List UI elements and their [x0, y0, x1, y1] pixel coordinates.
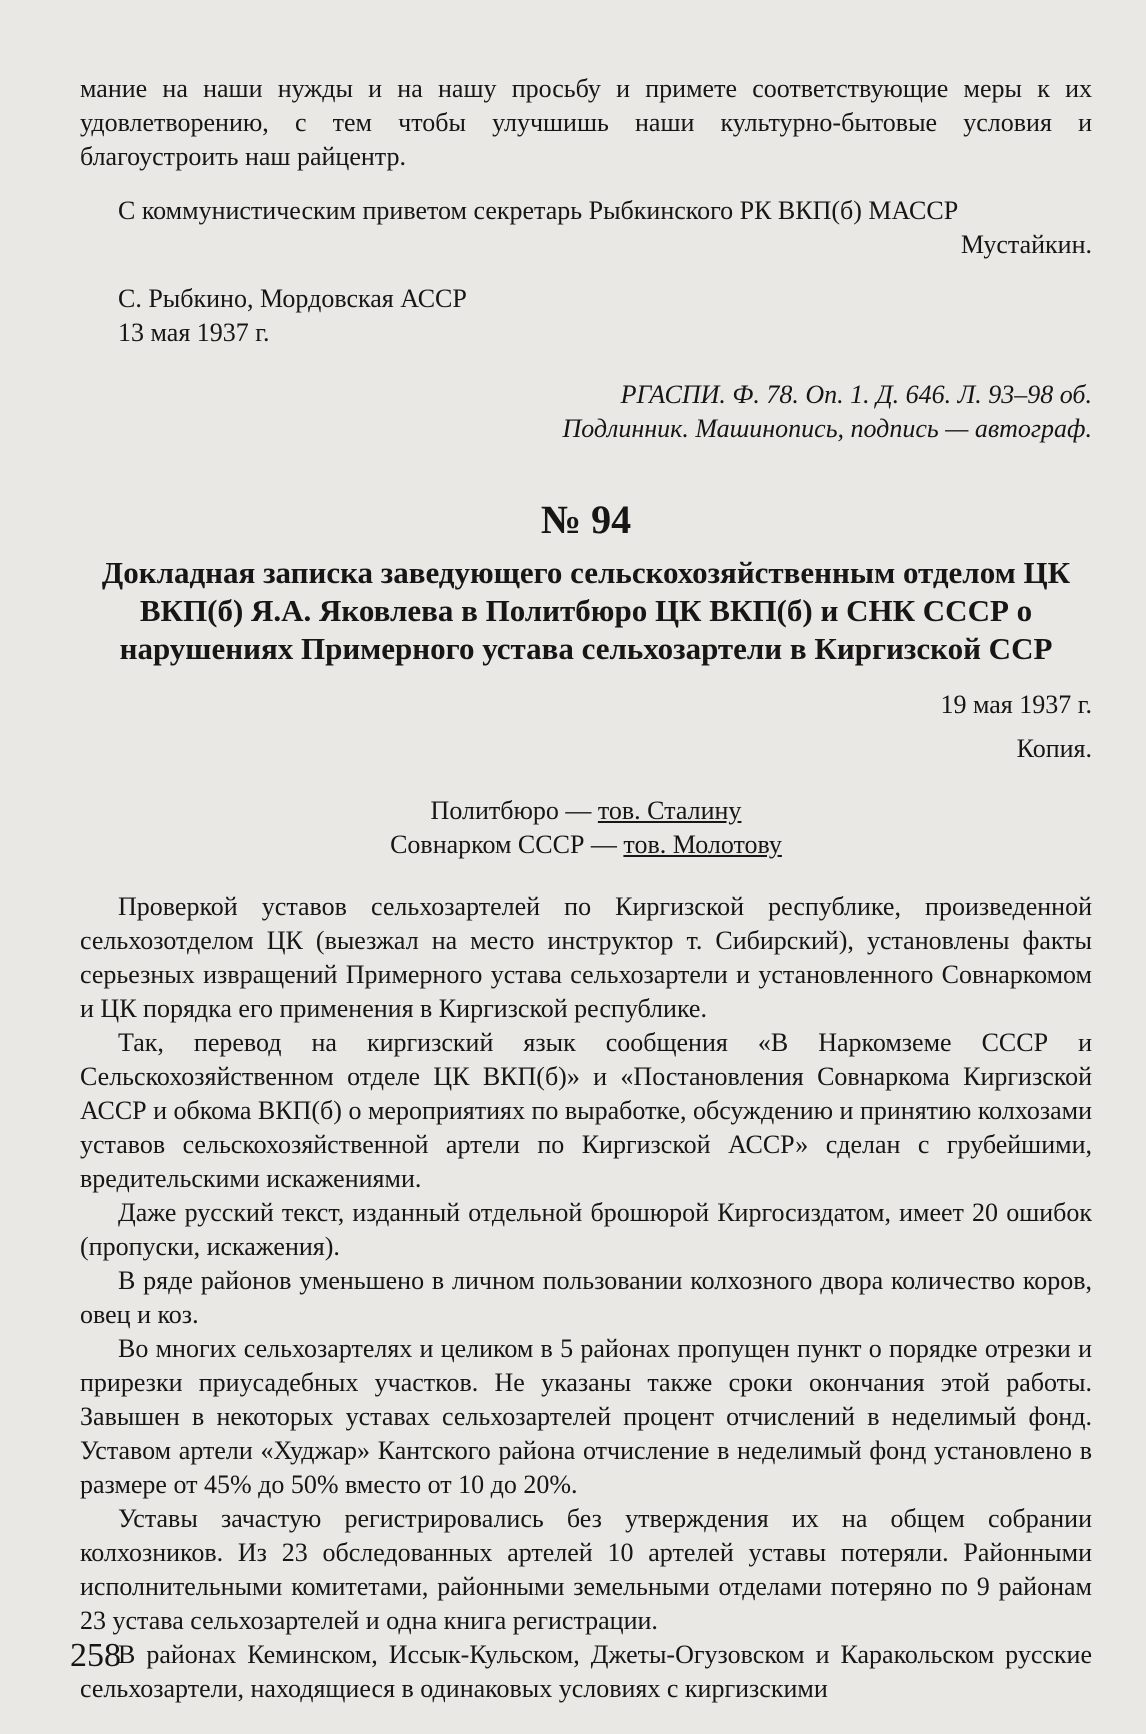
paragraph: В районах Кеминском, Иссык-Кульском, Джеты-Огузовском и Каракольском русские сельхозартели, находящиеся в одинаковых условиях с киргизскими — [80, 1640, 1092, 1703]
prev-archive-ref: РГАСПИ. Ф. 78. Оп. 1. Д. 646. Л. 93–98 об. — [620, 380, 1092, 409]
prev-date: 13 мая 1937 г. — [118, 318, 270, 347]
addressee-1-name: тов. Сталину — [597, 796, 742, 825]
page-number: 258 — [70, 1637, 121, 1674]
paragraph: Даже русский текст, изданный отдельной брошюрой Киргосиздатом, имеет 20 ошибок (пропуски, искажения). — [80, 1198, 1092, 1261]
addressee-2-name: тов. Молотову — [623, 830, 782, 859]
paragraph: Уставы зачастую регистрировались без утверждения их на общем собрании колхозников. Из 23 обследованных артелей 10 артелей уставы потеряли. Районными исполнительными комитетами, районными земельными отделами потеряно по 9 районам 23 устава сельхозартелей и одна книга регистрации. — [80, 1504, 1092, 1635]
paragraph: Во многих сельхозартелях и целиком в 5 районах пропущен пункт о порядке отрезки и прирезки приусадебных участков. Не указаны также сроки окончания этой работы. Завышен в некоторых уставах сельхозартелей процент отчислений в неделимый фонд. Уставом артели «Худжар» Кантского района отчисление в неделимый фонд установлено в размере от 45% до 50% вместо от 10 до 20%. — [80, 1334, 1092, 1499]
addressee-2 — [80, 828, 1092, 862]
addressee-1-org: Политбюро — — [430, 796, 598, 825]
document-number: № 94 — [540, 497, 632, 542]
prev-greeting: С коммунистическим приветом секретарь Рыбкинского РК ВКП(б) МАССР — [118, 196, 959, 225]
paragraph: Так, перевод на киргизский язык сообщения «В Наркомземе СССР и Сельскохозяйственном отделе ЦК ВКП(б)» и «Постановления Совнаркома Киргизской АССР и обкома ВКП(б) о мероприятиях по выработке, обсуждению и принятию колхозами уставов сельскохозяйственной артели по Киргизской АССР» сделан с грубейшими, вредительскими искажениями. — [80, 1028, 1092, 1193]
paragraph: Проверкой уставов сельхозартелей по Киргизской республике, произведенной сельхозотделом ЦК (выезжал на место инструктор т. Сибирский), установлены факты серьезных извращений Примерного устава сельхозартели и установленного Совнаркомом и ЦК порядка его применения в Киргизской республике. — [80, 892, 1092, 1023]
prev-closing-paragraph: мание на наши нужды и на нашу просьбу и примете соответствующие меры к их удовлетворению, с тем чтобы улучшишь наши культурно-бытовые условия и благоустроить наш райцентр. — [80, 74, 1092, 171]
page-content — [80, 72, 1092, 1706]
prev-signer: Мустайкин. — [960, 230, 1092, 259]
copy-mark: Копия. — [1016, 734, 1092, 763]
addressee-1 — [80, 794, 1092, 828]
document-date: 19 мая 1937 г. — [940, 690, 1092, 719]
document-title: Докладная записка заведующего сельскохозяйственным отделом ЦК ВКП(б) Я.А. Яковлева в Политбюро ЦК ВКП(б) и СНК СССР о нарушениях Примерного устава сельхозартели в Киргизской ССР — [101, 555, 1071, 666]
paragraph: В ряде районов уменьшено в личном пользовании колхозного двора количество коров, овец и коз. — [80, 1266, 1092, 1329]
prev-place: С. Рыбкино, Мордовская АССР — [118, 284, 467, 313]
prev-authenticity: Подлинник. Машинопись, подпись — автограф. — [562, 414, 1092, 443]
addressee-2-org: Совнарком СССР — — [390, 830, 624, 859]
